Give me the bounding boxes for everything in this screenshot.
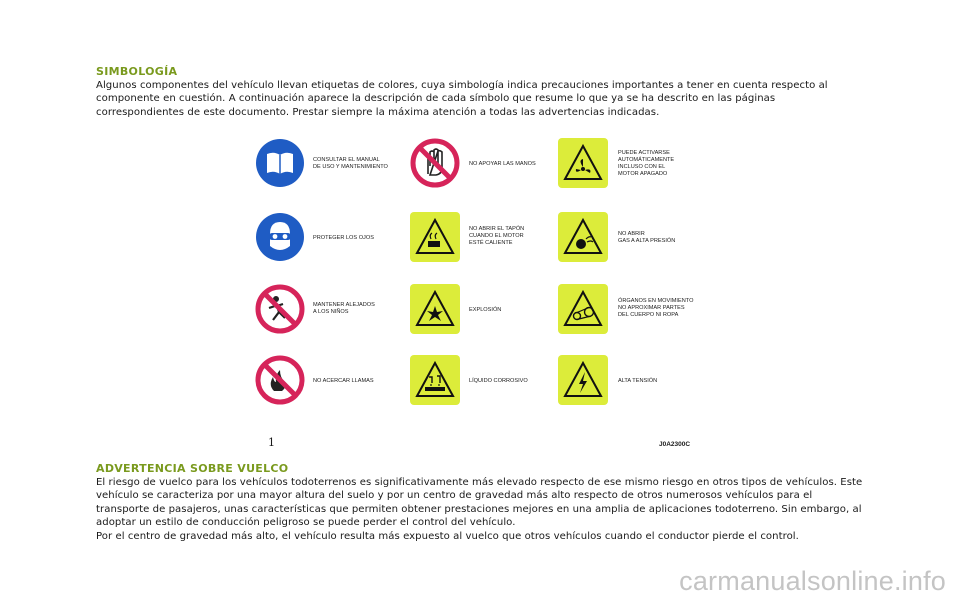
symbol-label-high-voltage: ALTA TENSIÓN: [618, 378, 658, 384]
symbol-label-no-children: MANTENER ALEJADOS A LOS NIÑOS: [313, 302, 375, 315]
explosion-icon: [410, 284, 460, 334]
symbol-label-goggles: PROTEGER LOS OJOS: [313, 235, 374, 241]
symbol-label-no-flame: NO ACERCAR LLAMAS: [313, 378, 374, 384]
no-children-icon: [255, 284, 305, 334]
fan-icon: [558, 138, 608, 188]
goggles-icon: [255, 212, 305, 262]
intro-paragraph: Algunos componentes del vehículo llevan etiquetas de colores, cuya simbología indica precauciones importantes a tener en cuenta respecto al componente en cuestión. A continuación aparece la descripción de cada símbolo que resume lo que ya se ha descrito en las páginas correspondientes de este documento. Prestar siempre la máxima atención a todas las advertencias indicadas.: [96, 80, 828, 118]
manual-book-icon: [255, 138, 305, 188]
no-flame-icon: [255, 355, 305, 405]
hot-cap-icon: [410, 212, 460, 262]
symbol-label-manual: CONSULTAR EL MANUAL DE USO Y MANTENIMIENTO: [313, 157, 388, 170]
watermark: carmanualsonline.info: [679, 566, 946, 596]
high-voltage-icon: [558, 355, 608, 405]
section-title-simbologia: SIMBOLOGÍA: [96, 65, 178, 78]
figure-number: 1: [268, 436, 275, 449]
figure-code: J0A2300C: [659, 441, 691, 448]
pressure-gas-icon: [558, 212, 608, 262]
section-title-vuelco: ADVERTENCIA SOBRE VUELCO: [96, 462, 289, 475]
symbol-label-fan: PUEDE ACTIVARSE AUTOMÁTICAMENTE INCLUSO CON EL MOTOR APAGADO: [618, 150, 675, 177]
symbol-label-no-hand: NO APOYAR LAS MANOS: [469, 161, 536, 167]
rollover-paragraph-1: El riesgo de vuelco para los vehículos todoterrenos es significativamente más elevado respecto de ese mismo riesgo en otros tipos de vehículos. Este vehículo se caracteriza por una mayor altura del suelo y por un centro de gravedad más alto respecto de otros numerosos vehículos para el transporte de pasajeros, unas características que permiten obtener prestaciones mejores en una amplia de aplicaciones todoterreno. Sin embargo, al adoptar un estilo de conducción peligroso se puede perder el control del vehículo.: [96, 477, 863, 529]
safety-symbols-figure: [245, 130, 715, 430]
symbol-label-moving-parts: ÓRGANOS EN MOVIMIENTO NO APROXIMAR PARTES DEL CUERPO NI ROPA: [618, 298, 694, 318]
no-hand-icon: [410, 138, 460, 188]
symbol-label-pressure-gas: NO ABRIR GAS A ALTA PRESIÓN: [618, 231, 676, 244]
symbol-label-explosion: EXPLOSIÓN: [469, 307, 502, 313]
symbol-label-corrosive: LÍQUIDO CORROSIVO: [469, 378, 528, 384]
symbol-label-hot-cap: NO ABRIR EL TAPÓN CUANDO EL MOTOR ESTÉ CALIENTE: [469, 226, 525, 246]
corrosive-icon: [410, 355, 460, 405]
rollover-paragraph-2: Por el centro de gravedad más alto, el vehículo resulta más expuesto al vuelco que otros vehículos cuando el conductor pierde el control.: [96, 531, 799, 542]
moving-belt-icon: [558, 284, 608, 334]
